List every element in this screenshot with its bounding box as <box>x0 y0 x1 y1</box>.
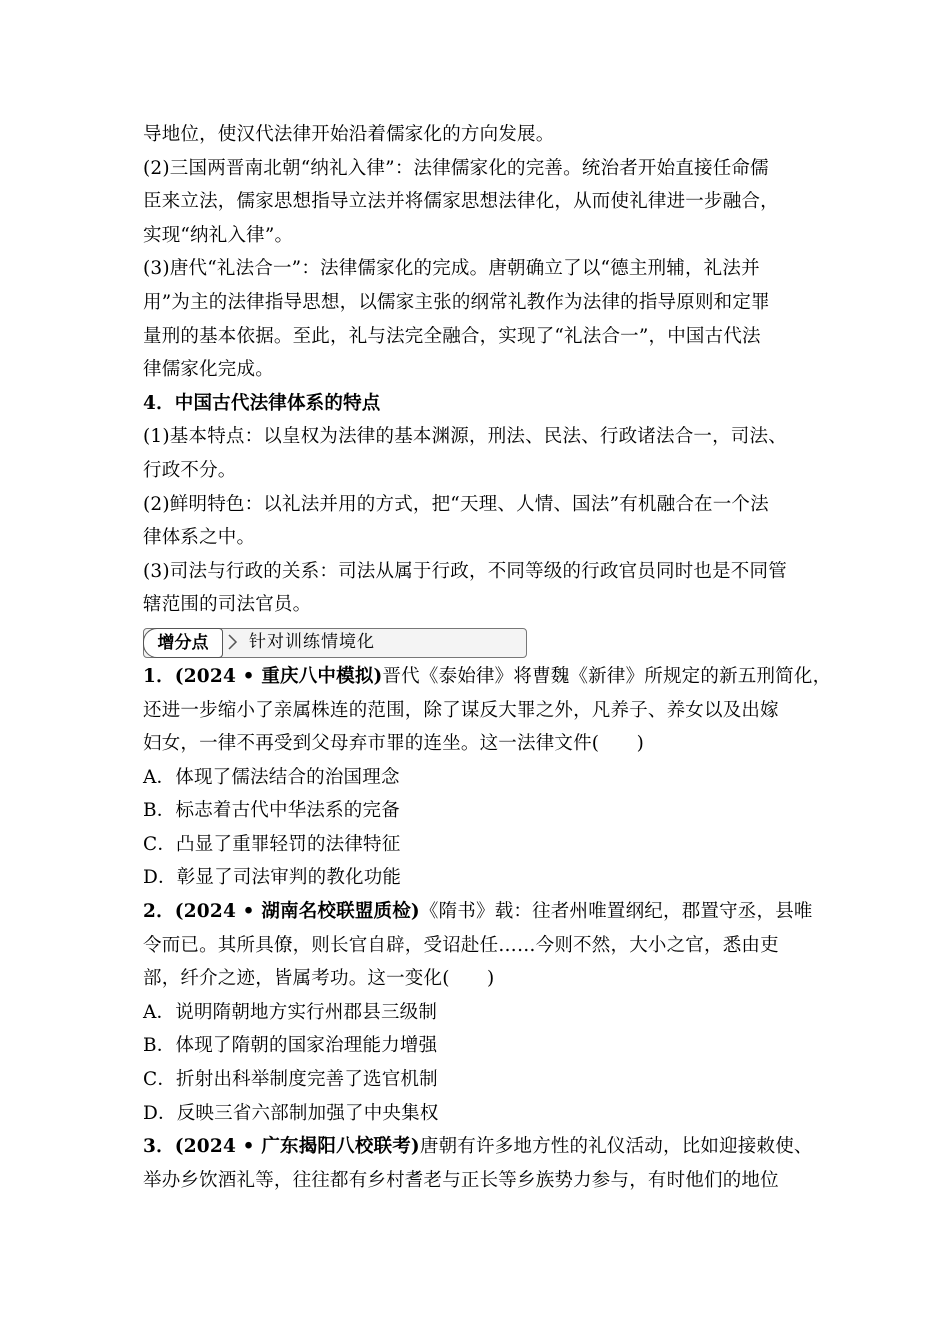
text-line: 用”为主的法律指导思想，以儒家主张的纲常礼教作为法律的指导原则和定罪 <box>143 291 770 313</box>
question-3 <box>143 1130 823 1197</box>
text-line: 律体系之中。 <box>143 527 256 549</box>
question-source: (2024 • 广东揭阳八校联考) <box>174 1136 420 1158</box>
question-number: 2． <box>143 901 175 923</box>
question-text: 唐朝有许多地方性的礼仪活动，比如迎接敕使、 <box>419 1136 813 1158</box>
document-page <box>143 118 832 1197</box>
text-line: (1)基本特点：以皇权为法律的基本渊源，刑法、民法、行政诸法合一，司法、 <box>143 426 787 448</box>
option-d: D．彰显了司法审判的教化功能 <box>143 867 402 889</box>
question-stem-line <box>143 895 823 929</box>
option-a: A．说明隋朝地方实行州郡县三级制 <box>143 1001 438 1023</box>
section-banner <box>143 626 527 660</box>
question-stem-line: 部，纤介之迹，皆属考功。这一变化( ) <box>143 968 495 990</box>
option-a: A．体现了儒法结合的治国理念 <box>143 766 400 788</box>
question-text: 《隋书》载：往者州唯置纲纪，郡置守丞，县唯 <box>419 901 813 923</box>
text-line: 律儒家化完成。 <box>143 359 274 381</box>
question-number: 1． <box>143 665 175 687</box>
text-line: (3)唐代“礼法合一”：法律儒家化的完成。唐朝确立了以“德主刑辅，礼法并 <box>143 258 760 280</box>
text-line: 量刑的基本依据。至此，礼与法完全融合，实现了“礼法合一”，中国古代法 <box>143 325 761 347</box>
intro-section <box>143 118 823 622</box>
option-d: D．反映三省六部制加强了中央集权 <box>143 1102 439 1124</box>
banner-tag: 增分点 <box>143 628 223 658</box>
question-source: (2024 • 湖南名校联盟质检) <box>174 901 420 923</box>
question-stem-line <box>143 660 832 694</box>
question-source: (2024 • 重庆八中模拟) <box>174 665 383 687</box>
text-line: 臣来立法，儒家思想指导立法并将儒家思想法律化，从而使礼律进一步融合， <box>143 191 779 213</box>
question-stem-line: 令而已。其所具僚，则长官自辟，受诏赴任……今则不然，大小之官，悉由吏 <box>143 934 779 956</box>
text-line: 导地位，使汉代法律开始沿着儒家化的方向发展。 <box>143 124 555 145</box>
text-line: 辖范围的司法官员。 <box>143 594 312 616</box>
question-text: 晋代《泰始律》将曹魏《新律》所规定的新五刑简化， <box>382 665 832 687</box>
text-line: 行政不分。 <box>143 459 237 481</box>
text-line: (2)鲜明特色：以礼法并用的方式，把“天理、人情、国法”有机融合在一个法 <box>143 493 769 515</box>
option-b: B．标志着古代中华法系的完备 <box>143 800 400 822</box>
section-heading: 4．中国古代法律体系的特点 <box>143 392 381 414</box>
option-c: C．凸显了重罪轻罚的法律特征 <box>143 833 401 855</box>
question-number: 3． <box>143 1136 175 1158</box>
banner-title: 针对训练情境化 <box>249 631 375 652</box>
question-stem-line: 还进一步缩小了亲属株连的范围，除了谋反大罪之外，凡养子、养女以及出嫁 <box>143 699 779 721</box>
text-line: (3)司法与行政的关系：司法从属于行政，不同等级的行政官员同时也是不同管 <box>143 560 787 582</box>
text-line: (2)三国两晋南北朝“纳礼入律”：法律儒家化的完善。统治者开始直接任命儒 <box>143 157 769 179</box>
question-stem-line: 妇女，一律不再受到父母弃市罪的连坐。这一法律文件( ) <box>143 733 645 755</box>
text-line: 实现“纳礼入律”。 <box>143 224 294 246</box>
question-2 <box>143 895 823 1130</box>
question-stem-line <box>143 1130 823 1164</box>
option-b: B．体现了隋朝的国家治理能力增强 <box>143 1035 438 1057</box>
chevron-right-icon <box>223 632 243 652</box>
option-c: C．折射出科举制度完善了选官机制 <box>143 1069 438 1091</box>
question-stem-line: 举办乡饮酒礼等，往往都有乡村耆老与正长等乡族势力参与，有时他们的地位 <box>143 1169 779 1191</box>
question-1 <box>143 660 832 895</box>
